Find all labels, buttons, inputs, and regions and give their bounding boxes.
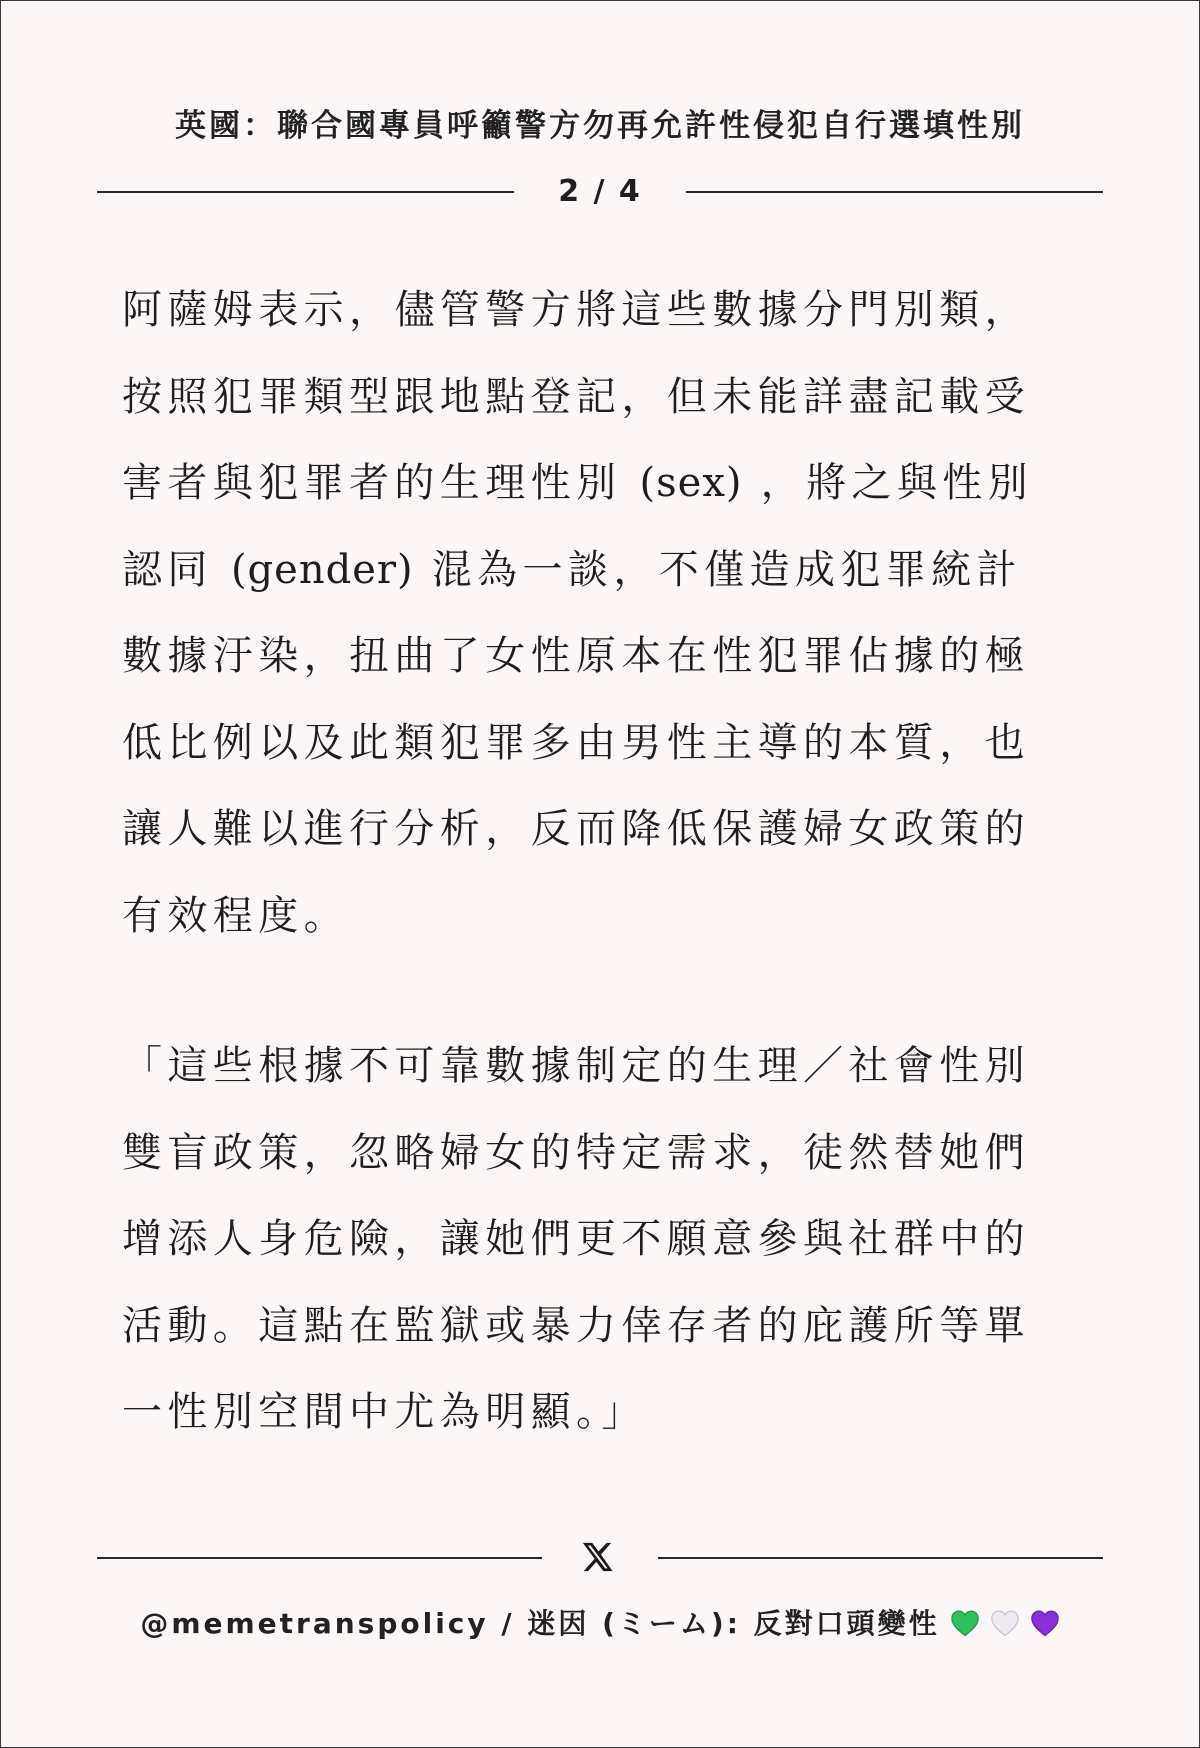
text-line: 活動。這點在監獄或暴力倖存者的庇護所等單: [122, 1302, 1030, 1349]
page-indicator: 2 / 4: [558, 174, 642, 209]
text-line: 數據汙染，扭曲了女性原本在性犯罪佔據的極: [122, 633, 1030, 679]
text-line: 讓人難以進行分析，反而降低保護婦女政策的: [122, 806, 1030, 852]
text-line: 一性別空間中尤為明顯。」: [122, 1389, 647, 1435]
text-line: [122, 527, 1078, 614]
text-segment: 認同: [122, 546, 213, 593]
text-segment-latin: (sex): [639, 460, 743, 506]
text-line: 雙盲政策，忽略婦女的特定需求，徒然替她們: [122, 1129, 1030, 1176]
text-line: 阿薩姆表示，儘管警方將這些數據分門別類，: [122, 287, 1030, 333]
text-segment: 混為一談，不僅造成犯罪統計: [431, 546, 1022, 593]
paragraph-2-quote: [122, 1023, 1078, 1456]
footer-divider-right: [658, 1557, 1103, 1559]
header-divider-left: [97, 191, 514, 193]
text-segment: 害者與犯罪者的生理性別: [122, 460, 622, 506]
white-heart-icon: [990, 1609, 1020, 1637]
purple-heart-icon: [1030, 1609, 1060, 1637]
header-divider-right: [686, 191, 1103, 193]
text-line: 增添人身危險，讓她們更不願意參與社群中的: [122, 1216, 1030, 1262]
footer-credit: [0, 1604, 1200, 1644]
text-line: 按照犯罪類型跟地點登記，但未能詳盡記載受: [122, 373, 1030, 420]
text-line: [122, 440, 1078, 527]
text-line: 低比例以及此類犯罪多由男性主導的本質，也: [122, 719, 1030, 766]
paragraph-1: [122, 267, 1078, 959]
text-line: 「這些根據不可靠數據制定的生理／社會性別: [122, 1043, 1030, 1089]
x-logo-icon: [580, 1540, 614, 1574]
page-title: 英國：聯合國專員呼籲警方勿再允許性侵犯自行選填性別: [175, 108, 1025, 144]
text-segment-latin: (gender): [230, 546, 414, 593]
footer-handle-text: @memetranspolicy / 迷因 (ミーム): 反對口頭變性: [140, 1607, 940, 1640]
text-line: 有效程度。: [122, 892, 349, 939]
green-heart-icon: [950, 1609, 980, 1637]
footer-divider-left: [97, 1557, 542, 1559]
text-segment: ，將之與性別: [760, 460, 1034, 506]
